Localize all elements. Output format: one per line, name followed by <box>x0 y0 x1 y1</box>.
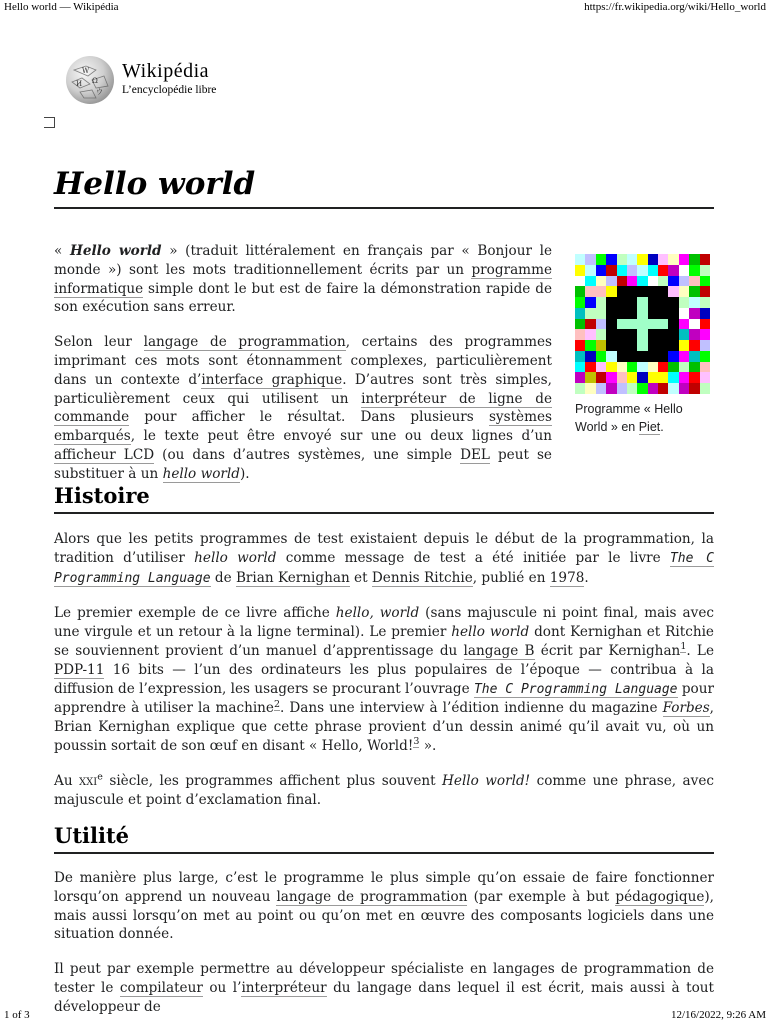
link-pdp-11[interactable]: PDP-11 <box>54 661 105 678</box>
italic-term: hello, world <box>335 605 420 622</box>
piet-codel <box>689 308 699 319</box>
italic-term: hello world <box>194 549 277 566</box>
text: . Dans une interview à l’édition indienne du magazine <box>280 700 663 717</box>
century-suffix: e <box>97 771 103 783</box>
piet-codel <box>679 351 689 362</box>
piet-program-image[interactable] <box>575 254 710 394</box>
piet-codel <box>627 362 637 373</box>
piet-codel <box>606 297 616 308</box>
text: siècle, les programmes affichent plus souvent <box>102 772 443 789</box>
piet-codel <box>689 276 699 287</box>
piet-codel <box>617 308 627 319</box>
piet-codel <box>585 297 595 308</box>
piet-codel <box>658 362 668 373</box>
svg-text:ウ: ウ <box>96 88 103 96</box>
piet-codel <box>700 265 710 276</box>
text: . D’autres sont très simples, particulièrement ceux qui utilisent un <box>54 371 552 407</box>
italic-term: Hello world! <box>442 772 531 789</box>
text: Au <box>54 772 80 789</box>
piet-codel <box>575 319 585 330</box>
piet-codel <box>648 265 658 276</box>
piet-codel <box>617 351 627 362</box>
piet-codel <box>648 286 658 297</box>
text: pour apprendre à utiliser la machine <box>54 680 714 717</box>
piet-codel <box>585 340 595 351</box>
piet-figure <box>575 254 715 436</box>
piet-codel <box>606 383 616 394</box>
piet-codel <box>700 329 710 340</box>
piet-codel <box>585 254 595 265</box>
piet-codel <box>689 383 699 394</box>
piet-codel <box>575 351 585 362</box>
piet-codel <box>627 351 637 362</box>
text: . <box>660 420 664 434</box>
page-title: Hello world <box>54 164 714 209</box>
piet-codel <box>596 286 606 297</box>
link-del[interactable]: DEL <box>460 446 490 463</box>
piet-codel <box>668 319 678 330</box>
piet-codel <box>648 308 658 319</box>
piet-codel <box>679 340 689 351</box>
piet-codel <box>585 265 595 276</box>
piet-codel <box>679 329 689 340</box>
piet-codel <box>596 265 606 276</box>
text: ». <box>419 737 437 754</box>
piet-codel <box>679 276 689 287</box>
piet-codel <box>648 383 658 394</box>
piet-codel <box>658 308 668 319</box>
piet-codel <box>658 286 668 297</box>
piet-codel <box>668 286 678 297</box>
piet-codel <box>637 265 647 276</box>
piet-codel <box>658 329 668 340</box>
piet-codel <box>637 308 647 319</box>
piet-codel <box>700 276 710 287</box>
text: , publié en <box>472 569 550 586</box>
footnote-ref-1[interactable]: 1 <box>680 641 687 653</box>
wikipedia-wordmark: Wikipédia <box>122 60 209 82</box>
piet-codel <box>585 351 595 362</box>
link-langage-b[interactable]: langage B <box>463 642 535 659</box>
piet-codel <box>668 308 678 319</box>
link-dennis-ritchie[interactable]: Dennis Ritchie <box>371 569 473 586</box>
piet-codel <box>585 308 595 319</box>
piet-codel <box>596 351 606 362</box>
piet-codel <box>700 319 710 330</box>
piet-codel <box>658 276 668 287</box>
piet-codel <box>668 329 678 340</box>
footnote-ref-2[interactable]: 2 <box>273 698 281 710</box>
piet-codel <box>668 254 678 265</box>
text: (ou dans d’autres systèmes, une simple <box>154 446 461 463</box>
piet-codel <box>606 254 616 265</box>
piet-codel <box>627 372 637 383</box>
piet-codel <box>596 319 606 330</box>
piet-codel <box>679 319 689 330</box>
piet-codel <box>700 362 710 373</box>
piet-codel <box>617 276 627 287</box>
piet-codel <box>700 308 710 319</box>
text: , le texte peut être envoyé sur une ou deux lignes d’un <box>130 428 552 445</box>
piet-codel <box>648 362 658 373</box>
piet-codel <box>575 362 585 373</box>
piet-codel <box>627 340 637 351</box>
piet-codel <box>606 362 616 373</box>
wikipedia-logo[interactable] <box>66 56 266 106</box>
text: ou l’ <box>202 979 242 996</box>
piet-codel <box>606 372 616 383</box>
piet-codel <box>637 319 647 330</box>
print-url: https://fr.wikipedia.org/wiki/Hello_world <box>584 1 766 13</box>
text: , Brian Kernighan explique que cette phrase provient d’un dessin animé qu’il avait vu, où un poussin sortait de son œuf en disant « Hello, World! <box>54 700 714 754</box>
piet-codel <box>606 340 616 351</box>
link-programme-informatique[interactable]: programme informatique <box>54 261 552 297</box>
section-heading-histoire: Histoire <box>54 482 714 514</box>
piet-codel <box>679 265 689 276</box>
link-pedagogique[interactable]: pédagogique <box>615 888 705 905</box>
text: (sans majuscule ni point final, mais avec une virgule et un retour à la ligne terminal). Le premier <box>54 605 714 641</box>
piet-codel <box>689 286 699 297</box>
piet-codel <box>679 383 689 394</box>
piet-codel <box>596 340 606 351</box>
globe-icon <box>66 56 114 104</box>
piet-codel <box>596 362 606 373</box>
piet-codel <box>627 308 637 319</box>
print-datetime: 12/16/2022, 9:26 AM <box>670 1009 766 1021</box>
svg-text:W: W <box>82 67 90 75</box>
print-page-number: 1 of 3 <box>4 1009 30 1021</box>
text: Alors que les petits programmes de test existaient depuis le début de la programmation, la tradition d’utiliser <box>54 531 714 566</box>
piet-codel <box>668 383 678 394</box>
text: comme message de test a été initiée par le livre <box>276 549 670 566</box>
piet-codel <box>658 383 668 394</box>
piet-codel <box>700 383 710 394</box>
piet-codel <box>668 340 678 351</box>
piet-codel <box>637 297 647 308</box>
piet-codel <box>679 297 689 308</box>
piet-codel <box>575 254 585 265</box>
link-c-programming-language-2[interactable]: The C Programming Language <box>473 681 678 697</box>
text: . <box>584 569 589 586</box>
piet-codel <box>627 276 637 287</box>
piet-codel <box>658 372 668 383</box>
piet-codel <box>648 254 658 265</box>
piet-codel <box>679 308 689 319</box>
piet-codel <box>596 276 606 287</box>
piet-codel <box>575 372 585 383</box>
text: du langage dans lequel il est écrit, mais aussi à tout développeur de <box>54 979 714 1015</box>
piet-codel <box>700 297 710 308</box>
piet-codel <box>679 372 689 383</box>
piet-codel <box>606 286 616 297</box>
text: écrit par Kernighan <box>534 642 681 659</box>
text: Programme « Hello World » en <box>575 402 683 434</box>
text: ), mais aussi lorsqu’on met au point ou qu’on met en œuvre des composants logiciels dans une situation donnée. <box>54 888 714 943</box>
piet-codel <box>596 372 606 383</box>
piet-codel <box>689 265 699 276</box>
link-langage-de-programmation[interactable]: langage de programmation <box>143 334 346 351</box>
piet-codel <box>648 351 658 362</box>
intro-paragraph-1 <box>54 242 552 317</box>
piet-codel <box>658 319 668 330</box>
text: ). <box>239 465 250 482</box>
piet-codel <box>617 329 627 340</box>
piet-codel <box>648 329 658 340</box>
svg-text:И: И <box>76 80 83 88</box>
piet-codel <box>648 372 658 383</box>
intro <box>54 242 552 484</box>
piet-codel <box>700 372 710 383</box>
bold-term: Hello world <box>69 243 162 259</box>
piet-codel <box>637 286 647 297</box>
piet-codel <box>617 319 627 330</box>
print-footer <box>0 1008 768 1024</box>
piet-codel <box>606 329 616 340</box>
piet-codel <box>658 297 668 308</box>
link-interpreteur[interactable]: interpréteur <box>241 979 327 996</box>
piet-codel <box>668 372 678 383</box>
link-afficheur-lcd[interactable]: afficheur LCD <box>54 446 155 463</box>
text: De manière plus large, c’est le programme le plus simple qu’on essaie de faire fonctionner lorsqu’on apprend un nouveau <box>54 870 714 905</box>
link-piet[interactable]: Piet <box>638 420 661 434</box>
text: , certains des programmes imprimant ces mots sont étonnamment complexes, particulièrement dans un contexte d’ <box>54 334 552 388</box>
piet-codel <box>637 276 647 287</box>
text: Selon leur <box>54 334 144 351</box>
piet-codel <box>617 297 627 308</box>
piet-codel <box>637 254 647 265</box>
piet-codel <box>637 351 647 362</box>
piet-codel <box>596 329 606 340</box>
text: 16 bits — l’un des ordinateurs les plus populaires de l’époque — contribua à la diffusion de l’expression, les usagers se procurant l’ouvrage <box>54 661 714 697</box>
piet-codel <box>700 351 710 362</box>
link-forbes[interactable]: Forbes <box>662 700 710 717</box>
piet-codel <box>658 351 668 362</box>
piet-codel <box>575 329 585 340</box>
piet-codel <box>658 340 668 351</box>
section-heading-utilite: Utilité <box>54 822 714 854</box>
link-langage-de-programmation-2[interactable]: langage de programmation <box>276 888 468 905</box>
intro-paragraph-2 <box>54 333 552 483</box>
piet-codel <box>658 265 668 276</box>
piet-codel <box>575 308 585 319</box>
histoire-paragraph-2 <box>54 604 714 755</box>
link-c-programming-language[interactable]: The C Programming Language <box>54 550 715 586</box>
text: Le premier exemple de ce livre affiche <box>54 605 336 622</box>
piet-codel <box>617 254 627 265</box>
link-1978[interactable]: 1978 <box>549 569 585 586</box>
piet-codel <box>575 286 585 297</box>
piet-codel <box>606 308 616 319</box>
piet-codel <box>637 372 647 383</box>
piet-codel <box>575 265 585 276</box>
piet-codel <box>596 254 606 265</box>
piet-codel <box>700 254 710 265</box>
piet-codel <box>648 340 658 351</box>
piet-codel <box>585 383 595 394</box>
histoire-paragraph-3 <box>54 772 714 810</box>
piet-codel <box>617 286 627 297</box>
piet-codel <box>606 276 616 287</box>
svg-text:Ω: Ω <box>92 77 98 85</box>
text: de <box>210 569 236 586</box>
piet-codel <box>627 383 637 394</box>
piet-codel <box>617 340 627 351</box>
piet-codel <box>700 286 710 297</box>
text: dont Kernighan et Ritchie se souviennent provient d’un manuel d’apprentissage du <box>54 624 714 659</box>
piet-codel <box>679 362 689 373</box>
print-page-title: Hello world — Wikipédia <box>4 1 119 13</box>
piet-codel <box>585 329 595 340</box>
piet-codel <box>585 372 595 383</box>
text: peut se substituer à un <box>54 446 552 482</box>
piet-codel <box>648 276 658 287</box>
utilite-paragraph-1 <box>54 869 714 944</box>
wikipedia-tagline: L’encyclopédie libre <box>122 84 217 96</box>
piet-codel <box>617 383 627 394</box>
italic-term: hello world <box>451 624 530 641</box>
section-utilite <box>54 869 714 1017</box>
piet-codel <box>585 286 595 297</box>
piet-codel <box>617 265 627 276</box>
century-numeral: xxi <box>79 772 98 789</box>
piet-codel <box>668 351 678 362</box>
piet-codel <box>575 340 585 351</box>
footnote-ref-3[interactable]: 3 <box>413 736 420 748</box>
piet-codel <box>596 383 606 394</box>
piet-codel <box>668 265 678 276</box>
piet-codel <box>606 265 616 276</box>
text: comme une phrase, avec majuscule et point d’exclamation final. <box>54 772 714 808</box>
print-header <box>0 0 768 16</box>
link-hello-world-italic[interactable]: hello world <box>162 465 240 482</box>
piet-codel <box>575 297 585 308</box>
text: (par exemple à but <box>467 888 616 905</box>
histoire-paragraph-1 <box>54 530 714 588</box>
piet-codel <box>627 319 637 330</box>
piet-codel <box>679 286 689 297</box>
piet-codel <box>585 276 595 287</box>
piet-codel <box>627 329 637 340</box>
piet-codel <box>648 297 658 308</box>
text: » (traduit littéralement en français par « Bonjour le monde ») sont les mots traditionnellement écrits par un <box>54 243 553 278</box>
piet-codel <box>648 319 658 330</box>
piet-codel <box>689 319 699 330</box>
piet-codel <box>679 254 689 265</box>
text: Il peut par exemple permettre au développeur spécialiste en langages de programmation de tester le <box>54 961 714 996</box>
text: pour afficher le résultat. Dans plusieurs <box>129 409 489 426</box>
piet-codel <box>637 329 647 340</box>
link-compilateur[interactable]: compilateur <box>119 979 203 996</box>
piet-codel <box>637 362 647 373</box>
text: et <box>349 569 372 586</box>
piet-codel <box>617 372 627 383</box>
toc-toggle-icon[interactable] <box>44 117 55 128</box>
piet-codel <box>637 383 647 394</box>
link-brian-kernighan[interactable]: Brian Kernighan <box>235 569 350 586</box>
piet-codel <box>689 297 699 308</box>
link-interpreteur-ligne-commande[interactable]: interpréteur de ligne de commande <box>54 390 552 426</box>
piet-codel <box>668 297 678 308</box>
piet-codel <box>689 254 699 265</box>
piet-codel <box>575 383 585 394</box>
piet-codel <box>689 329 699 340</box>
piet-codel <box>668 362 678 373</box>
piet-codel <box>637 340 647 351</box>
piet-codel <box>606 319 616 330</box>
text: simple dont le but est de faire la démonstration rapide de son exécution sans erreur. <box>54 280 552 316</box>
piet-codel <box>700 340 710 351</box>
piet-codel <box>689 351 699 362</box>
piet-codel <box>668 276 678 287</box>
piet-codel <box>585 362 595 373</box>
piet-codel <box>627 286 637 297</box>
piet-codel <box>617 362 627 373</box>
section-histoire <box>54 530 714 809</box>
piet-codel <box>658 254 668 265</box>
piet-codel <box>689 340 699 351</box>
piet-codel <box>585 319 595 330</box>
piet-codel <box>627 254 637 265</box>
piet-codel <box>606 351 616 362</box>
piet-codel <box>596 297 606 308</box>
piet-codel <box>689 372 699 383</box>
text: « <box>54 243 70 259</box>
link-systemes-embarques[interactable]: systèmes embarqués <box>54 409 552 445</box>
figure-caption <box>575 400 715 436</box>
piet-codel <box>627 265 637 276</box>
link-interface-graphique[interactable]: interface graphique <box>201 371 343 388</box>
text: . Le <box>686 642 715 659</box>
piet-codel <box>575 276 585 287</box>
piet-codel <box>689 362 699 373</box>
piet-codel <box>627 297 637 308</box>
piet-codel <box>596 308 606 319</box>
